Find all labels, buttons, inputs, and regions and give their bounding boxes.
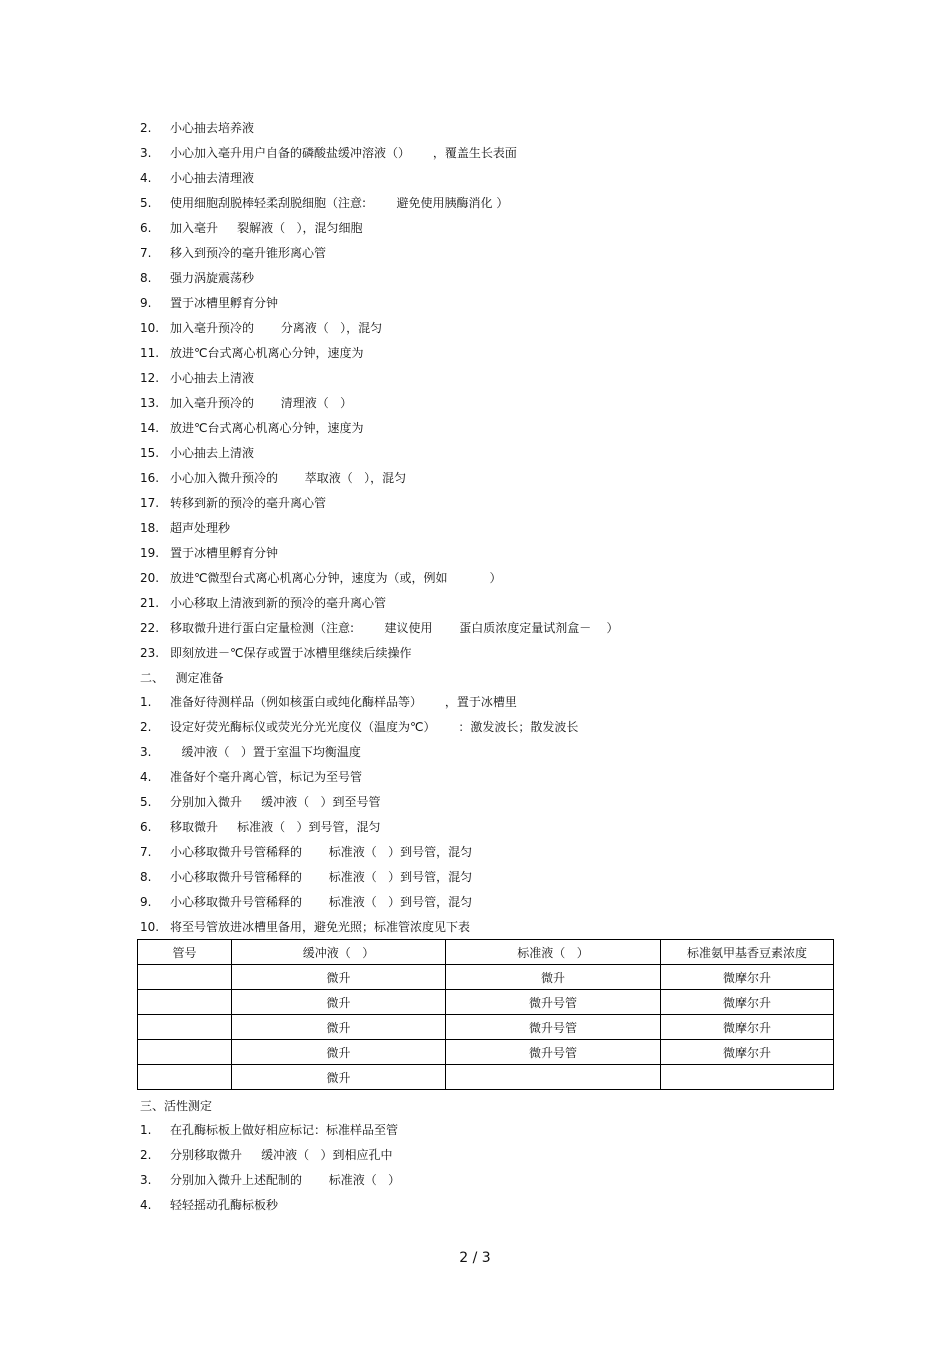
step-number: 22. [140,621,160,635]
step-number: 10. [140,321,160,335]
list-item [140,116,840,141]
step-text: 超声处理秒 [170,521,231,535]
step-number: 4. [140,171,152,185]
step-number: 9. [140,895,152,909]
list-item [140,616,840,641]
step-number: 12. [140,371,160,385]
list-item [140,915,840,940]
table-header-cell: 标准液（ ） [446,940,661,965]
step-number: 4. [140,1198,152,1212]
standard-concentration-table [137,939,834,1090]
list-item [140,466,840,491]
step-text: 小心抽去上清液 [170,446,255,460]
step-number: 10. [140,920,160,934]
table-cell: 微摩尔升 [661,990,834,1015]
list-item [140,316,840,341]
step-text: 分别加入微升上述配制的 标准液（ ） [170,1173,401,1187]
step-text: 准备好待测样品（例如核蛋白或纯化酶样品等） ，置于冰槽里 [170,695,517,709]
list-item [140,690,840,715]
step-number: 13. [140,396,160,410]
list-item [140,441,840,466]
table-cell [138,1040,232,1065]
step-text: 轻轻摇动孔酶标板秒 [170,1198,279,1212]
table-cell: 微升 [232,1065,446,1090]
section3-step-list [140,1094,840,1218]
step-number: 9. [140,296,152,310]
table-row [138,1040,834,1065]
step-text: 加入毫升预冷的 清理液（ ） [170,396,353,410]
step-number: 3. [140,146,152,160]
step-text: 放进℃台式离心机离心分钟，速度为 [170,346,364,360]
step-text: 小心抽去上清液 [170,371,255,385]
step-text: 小心抽去清理液 [170,171,255,185]
table-cell [138,1065,232,1090]
step-number: 2. [140,720,152,734]
step-number: 2. [140,121,152,135]
table-cell [138,1015,232,1040]
step-text: 小心移取微升号管稀释的 标准液（ ）到号管，混匀 [170,870,473,884]
step-text: 分别移取微升 缓冲液（ ）到相应孔中 [170,1148,393,1162]
list-item [140,591,840,616]
step-number: 5. [140,795,152,809]
step-text: 即刻放进－℃保存或置于冰槽里继续后续操作 [170,646,412,660]
step-number: 5. [140,196,152,210]
table-cell [138,965,232,990]
list-item [140,1143,840,1168]
list-item [140,740,840,765]
list-item [140,715,840,740]
step-text: 准备好个毫升离心管，标记为至号管 [170,770,363,784]
step-number: 6. [140,820,152,834]
step-text: 小心移取微升号管稀释的 标准液（ ）到号管，混匀 [170,845,473,859]
step-text: 分别加入微升 缓冲液（ ）到至号管 [170,795,381,809]
list-item [140,216,840,241]
step-number: 8. [140,271,152,285]
step-number: 15. [140,446,160,460]
step-text: 在孔酶标板上做好相应标记：标准样品至管 [170,1123,399,1137]
step-text: 置于冰槽里孵育分钟 [170,546,279,560]
step-text: 移入到预冷的毫升锥形离心管 [170,246,327,260]
step-number: 8. [140,870,152,884]
step-text: 移取微升 标准液（ ）到号管，混匀 [170,820,381,834]
step-text: 放进℃微型台式离心机离心分钟，速度为（或，例如 ） [170,571,502,585]
step-number: 2. [140,1148,152,1162]
list-item [140,840,840,865]
step-number: 1. [140,695,152,709]
step-number: 18. [140,521,160,535]
list-item [140,291,840,316]
table-header-cell: 缓冲液（ ） [232,940,446,965]
step-number: 17. [140,496,160,510]
step-number: 1. [140,1123,152,1137]
section2-heading: 二、 测定准备 [140,671,224,685]
step-text: 小心抽去培养液 [170,121,255,135]
table-row [138,965,834,990]
step-text: 加入毫升 裂解液（ ），混匀细胞 [170,221,363,235]
list-item [140,266,840,291]
page-number: 2 / 3 [459,1250,491,1266]
step-number: 21. [140,596,160,610]
step-number: 6. [140,221,152,235]
list-item [140,541,840,566]
table-cell: 微升 [232,1015,446,1040]
step-text: 小心加入毫升用户自备的磷酸盐缓冲溶液（） ，覆盖生长表面 [170,146,517,160]
table-cell: 微摩尔升 [661,1040,834,1065]
table-cell: 微升号管 [446,1015,661,1040]
step-number: 23. [140,646,160,660]
step-text: 将至号管放进冰槽里备用，避免光照；标准管浓度见下表 [170,920,471,934]
step-number: 20. [140,571,160,585]
table-cell: 微升号管 [446,990,661,1015]
step-number: 14. [140,421,160,435]
step-number: 16. [140,471,160,485]
list-item [140,1193,840,1218]
list-item [140,865,840,890]
table-header-cell: 管号 [138,940,232,965]
step-number: 19. [140,546,160,560]
table-cell [138,990,232,1015]
list-item [140,366,840,391]
step-number: 11. [140,346,160,360]
step-text: 放进℃台式离心机离心分钟，速度为 [170,421,364,435]
step-text: 移取微升进行蛋白定量检测（注意: 建议使用 蛋白质浓度定量试剂盒－ ） [170,621,619,635]
list-item [140,416,840,441]
step-number: 7. [140,246,152,260]
list-item [140,790,840,815]
table-cell: 微摩尔升 [661,1015,834,1040]
step-text: 加入毫升预冷的 分离液（ ），混匀 [170,321,383,335]
step-text: 缓冲液（ ）置于室温下均衡温度 [170,745,361,759]
list-item [140,341,840,366]
list-item [140,890,840,915]
step-number: 3. [140,745,152,759]
step-text: 置于冰槽里孵育分钟 [170,296,279,310]
table-row [138,990,834,1015]
list-item [140,765,840,790]
step-number: 3. [140,1173,152,1187]
list-item [140,391,840,416]
table-cell: 微升 [232,1040,446,1065]
list-item [140,641,840,666]
table-cell: 微升 [232,990,446,1015]
table-header-row [138,940,834,965]
step-text: 转移到新的预冷的毫升离心管 [170,496,327,510]
table-cell: 微升号管 [446,1040,661,1065]
step-text: 小心移取上清液到新的预冷的毫升离心管 [170,596,387,610]
list-item [140,141,840,166]
step-text: 小心移取微升号管稀释的 标准液（ ）到号管，混匀 [170,895,473,909]
table-header-cell: 标准氨甲基香豆素浓度 [661,940,834,965]
table-row [138,1015,834,1040]
list-item [140,1168,840,1193]
table-row [138,1065,834,1090]
step-number: 4. [140,770,152,784]
list-item [140,166,840,191]
list-item [140,566,840,591]
step-number: 7. [140,845,152,859]
section1-step-list [140,116,840,940]
list-item [140,516,840,541]
table-cell [446,1065,661,1090]
table-cell: 微升 [446,965,661,990]
step-text: 使用细胞刮脱棒轻柔刮脱细胞（注意: 避免使用胰酶消化 ） [170,196,509,210]
list-item [140,491,840,516]
section3-heading: 三、活性测定 [140,1099,213,1113]
step-text: 设定好荧光酶标仪或荧光分光光度仪（温度为℃） ：激发波长；散发波长 [170,720,579,734]
table-cell [661,1065,834,1090]
list-item [140,241,840,266]
list-item [140,815,840,840]
list-item [140,1118,840,1143]
table-cell: 微升 [232,965,446,990]
step-text: 强力涡旋震荡秒 [170,271,255,285]
list-item [140,191,840,216]
step-text: 小心加入微升预冷的 萃取液（ ），混匀 [170,471,407,485]
table-cell: 微摩尔升 [661,965,834,990]
